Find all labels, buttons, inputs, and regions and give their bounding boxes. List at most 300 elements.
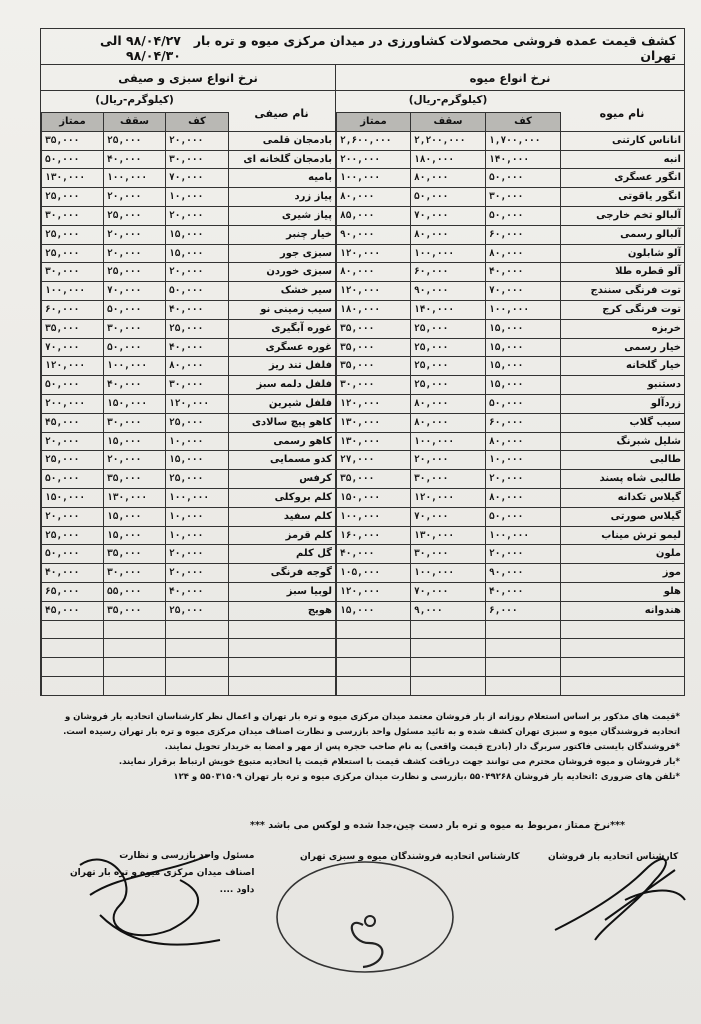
stamp-mark	[365, 916, 375, 926]
premium-price: ۳۰,۰۰۰	[42, 263, 104, 282]
note-line: *قیمت های مذکور بر اساس استعلام روزانه از بار فروشان معتمد میدان مرکزی میوه و تره بار تهران و اعمال نظر کارشناسان اتحادیه بار فروشان و	[64, 712, 680, 722]
table-row	[42, 470, 336, 489]
item-name: ملون	[561, 545, 685, 564]
premium-price: ۴۰,۰۰۰	[42, 564, 104, 583]
item-name: سبزی جور	[229, 244, 336, 263]
ceiling-price: ۷۰,۰۰۰	[411, 582, 486, 601]
empty-cell	[229, 676, 336, 695]
item-name: شلیل شبرنگ	[561, 432, 685, 451]
item-name: طالبی	[561, 451, 685, 470]
fruit-price-table	[336, 112, 685, 696]
empty-cell	[166, 658, 229, 677]
ceiling-price: ۹۰,۰۰۰	[411, 282, 486, 301]
item-name: کاهو رسمی	[229, 432, 336, 451]
floor-price: ۲۰,۰۰۰	[166, 263, 229, 282]
table-row	[42, 169, 336, 188]
table-row	[337, 432, 685, 451]
table-row	[337, 470, 685, 489]
item-name: کلم سفید	[229, 507, 336, 526]
premium-price: ۱۵,۰۰۰	[337, 601, 411, 620]
empty-row	[42, 676, 336, 695]
table-row	[42, 413, 336, 432]
table-row	[337, 582, 685, 601]
table-row	[337, 131, 685, 150]
table-row	[337, 413, 685, 432]
item-name: گیلاس صورتی	[561, 507, 685, 526]
round-stamp	[265, 855, 465, 985]
table-row	[42, 263, 336, 282]
floor-price: ۱۰,۰۰۰	[166, 507, 229, 526]
floor-price: ۶۰,۰۰۰	[486, 225, 561, 244]
veg-col-premium: ممتاز	[42, 113, 104, 132]
item-name: غوره آبگیری	[229, 319, 336, 338]
table-row	[42, 507, 336, 526]
empty-cell	[229, 658, 336, 677]
ceiling-price: ۸۰,۰۰۰	[411, 413, 486, 432]
floor-price: ۶۰,۰۰۰	[486, 413, 561, 432]
empty-cell	[229, 639, 336, 658]
ceiling-price: ۲۵,۰۰۰	[104, 206, 166, 225]
fruit-name-col-spacer	[561, 113, 685, 132]
ceiling-price: ۱۲۰,۰۰۰	[411, 488, 486, 507]
item-name: سبزی خوردن	[229, 263, 336, 282]
floor-price: ۱۵,۰۰۰	[486, 376, 561, 395]
premium-price: ۱۲۰,۰۰۰	[337, 582, 411, 601]
floor-price: ۶,۰۰۰	[486, 601, 561, 620]
veg-price-table	[41, 112, 336, 696]
item-name: پیاز زرد	[229, 188, 336, 207]
veg-name-col-spacer	[229, 113, 336, 132]
premium-price: ۲۵,۰۰۰	[42, 244, 104, 263]
empty-cell	[561, 639, 685, 658]
item-name: فلفل دلمه سبز	[229, 376, 336, 395]
floor-price: ۲۵,۰۰۰	[166, 413, 229, 432]
item-name: سیر خشک	[229, 282, 336, 301]
item-name: دستنبو	[561, 376, 685, 395]
ceiling-price: ۱۵,۰۰۰	[104, 432, 166, 451]
item-name: غوره عسگری	[229, 338, 336, 357]
premium-price: ۱۰۰,۰۰۰	[337, 507, 411, 526]
empty-row	[42, 620, 336, 639]
premium-price: ۴۰,۰۰۰	[337, 545, 411, 564]
empty-cell	[166, 676, 229, 695]
floor-price: ۴۰,۰۰۰	[486, 263, 561, 282]
table-row	[337, 451, 685, 470]
floor-price: ۲۵,۰۰۰	[166, 319, 229, 338]
veg-col-floor: کف	[166, 113, 229, 132]
floor-price: ۱۰۰,۰۰۰	[486, 526, 561, 545]
ceiling-price: ۱۰۰,۰۰۰	[411, 432, 486, 451]
premium-price: ۹۰,۰۰۰	[337, 225, 411, 244]
premium-price: ۶۵,۰۰۰	[42, 582, 104, 601]
ceiling-price: ۲۵,۰۰۰	[411, 376, 486, 395]
item-name: هویج	[229, 601, 336, 620]
premium-price: ۲۵,۰۰۰	[42, 451, 104, 470]
veg-col-ceiling: سقف	[104, 113, 166, 132]
table-row	[337, 169, 685, 188]
premium-price: ۱۳۰,۰۰۰	[42, 169, 104, 188]
floor-price: ۴۰,۰۰۰	[166, 300, 229, 319]
table-row	[337, 188, 685, 207]
floor-price: ۲۰,۰۰۰	[166, 206, 229, 225]
premium-price: ۲۰,۰۰۰	[42, 432, 104, 451]
table-row	[42, 432, 336, 451]
floor-price: ۷۰,۰۰۰	[486, 282, 561, 301]
item-name: کاهو پیچ سالادی	[229, 413, 336, 432]
empty-row	[42, 639, 336, 658]
item-name: هندوانه	[561, 601, 685, 620]
item-name: لیمو ترش میناب	[561, 526, 685, 545]
handwritten-signature-left	[60, 835, 240, 955]
item-name: گیلاس تکدانه	[561, 488, 685, 507]
floor-price: ۱,۷۰۰,۰۰۰	[486, 131, 561, 150]
item-name: کلم بروکلی	[229, 488, 336, 507]
floor-price: ۸۰,۰۰۰	[166, 357, 229, 376]
ceiling-price: ۲۰,۰۰۰	[104, 244, 166, 263]
table-row	[42, 150, 336, 169]
ceiling-price: ۳۰,۰۰۰	[104, 319, 166, 338]
table-row	[42, 526, 336, 545]
premium-price: ۲۰,۰۰۰	[42, 507, 104, 526]
table-row	[337, 150, 685, 169]
ceiling-price: ۳۰,۰۰۰	[104, 564, 166, 583]
table-row	[42, 451, 336, 470]
item-name: زردآلو	[561, 394, 685, 413]
empty-cell	[411, 658, 486, 677]
signature-label-center: کارشناس اتحادیه فروشندگان میوه و سبزی تهران	[300, 852, 520, 862]
premium-price: ۴۵,۰۰۰	[42, 601, 104, 620]
premium-price: ۳۵,۰۰۰	[337, 357, 411, 376]
item-name: آلبالو رسمی	[561, 225, 685, 244]
floor-price: ۵۰,۰۰۰	[166, 282, 229, 301]
note-line: *تلفن های ضروری :اتحادیه بار فروشان ۵۵۰۴۹۲۶۸ ،بازرسی و نظارت میدان مرکزی میوه و تره بار تهران ۵۵۰۳۱۵۰۹ و ۱۲۴	[173, 772, 680, 782]
item-name: توت فرنگی کرج	[561, 300, 685, 319]
table-row	[337, 545, 685, 564]
floor-price: ۳۰,۰۰۰	[166, 150, 229, 169]
floor-price: ۱۰,۰۰۰	[166, 432, 229, 451]
empty-cell	[104, 639, 166, 658]
notes-block	[60, 710, 680, 785]
fruit-col-floor: کف	[486, 113, 561, 132]
premium-price: ۳۰,۰۰۰	[337, 376, 411, 395]
table-row	[337, 244, 685, 263]
premium-price: ۱۳۰,۰۰۰	[337, 432, 411, 451]
item-name: لوبیا سبز	[229, 582, 336, 601]
premium-price: ۱۲۰,۰۰۰	[337, 394, 411, 413]
empty-row	[337, 639, 685, 658]
premium-price: ۲۵,۰۰۰	[42, 225, 104, 244]
ceiling-price: ۱۵,۰۰۰	[104, 526, 166, 545]
table-row	[337, 319, 685, 338]
premium-price: ۱۰۵,۰۰۰	[337, 564, 411, 583]
table-row	[337, 206, 685, 225]
floor-price: ۲۵,۰۰۰	[166, 470, 229, 489]
fruit-col-premium: ممتاز	[337, 113, 411, 132]
ceiling-price: ۱۳۰,۰۰۰	[411, 526, 486, 545]
floor-price: ۴۰,۰۰۰	[166, 338, 229, 357]
item-name: گوجه فرنگی	[229, 564, 336, 583]
floor-price: ۲۰,۰۰۰	[166, 564, 229, 583]
item-name: انبه	[561, 150, 685, 169]
premium-price: ۵۰,۰۰۰	[42, 470, 104, 489]
table-row	[337, 507, 685, 526]
floor-price: ۵۰,۰۰۰	[486, 169, 561, 188]
item-name: موز	[561, 564, 685, 583]
empty-row	[42, 658, 336, 677]
table-row	[337, 394, 685, 413]
table-row	[42, 206, 336, 225]
veg-name-header: نام صیفی	[254, 107, 309, 120]
document-title: کشف قیمت عمده فروشی محصولات کشاورزی در میدان مرکزی میوه و تره بار تهران	[193, 33, 676, 63]
ceiling-price: ۷۰,۰۰۰	[411, 507, 486, 526]
premium-price: ۸۰,۰۰۰	[337, 188, 411, 207]
ceiling-price: ۱۴۰,۰۰۰	[411, 300, 486, 319]
ceiling-price: ۸۰,۰۰۰	[411, 169, 486, 188]
empty-cell	[229, 620, 336, 639]
floor-price: ۸۰,۰۰۰	[486, 432, 561, 451]
item-name: خیار رسمی	[561, 338, 685, 357]
signature-stroke	[80, 855, 220, 945]
empty-cell	[104, 658, 166, 677]
premium-price: ۱۶۰,۰۰۰	[337, 526, 411, 545]
ceiling-price: ۵۰,۰۰۰	[104, 300, 166, 319]
ceiling-price: ۸۰,۰۰۰	[411, 225, 486, 244]
empty-cell	[42, 658, 104, 677]
floor-price: ۳۰,۰۰۰	[486, 188, 561, 207]
signature-stroke	[555, 859, 685, 940]
empty-row	[337, 658, 685, 677]
fruit-name-header: نام میوه	[599, 107, 645, 120]
floor-price: ۱۵,۰۰۰	[166, 451, 229, 470]
premium-price: ۲,۶۰۰,۰۰۰	[337, 131, 411, 150]
item-name: انگور یاقوتی	[561, 188, 685, 207]
ceiling-price: ۳۵,۰۰۰	[104, 545, 166, 564]
item-name: خربزه	[561, 319, 685, 338]
empty-row	[337, 620, 685, 639]
floor-price: ۱۲۰,۰۰۰	[166, 394, 229, 413]
empty-cell	[337, 676, 411, 695]
premium-price: ۱۲۰,۰۰۰	[337, 244, 411, 263]
premium-price: ۴۵,۰۰۰	[42, 413, 104, 432]
table-row	[337, 526, 685, 545]
fruit-unit-label: (کیلوگرم-ریال)	[408, 94, 488, 106]
veg-unit-label: (کیلوگرم-ریال)	[95, 94, 174, 106]
ceiling-price: ۲۵,۰۰۰	[411, 357, 486, 376]
premium-price: ۲۵,۰۰۰	[42, 526, 104, 545]
table-row	[42, 564, 336, 583]
item-name: کلم قرمز	[229, 526, 336, 545]
table-row	[42, 319, 336, 338]
note-line: *فروشندگان بایستی فاکتور سربرگ دار (بادرج قیمت واقعی) به نام صاحب حجره پس از مهر و امضا به خریدار تحویل نمایند.	[164, 742, 680, 752]
stamp-outline	[277, 862, 453, 972]
table-row	[337, 225, 685, 244]
floor-price: ۴۰,۰۰۰	[166, 582, 229, 601]
ceiling-price: ۵۰,۰۰۰	[411, 188, 486, 207]
item-name: توت فرنگی سنندج	[561, 282, 685, 301]
floor-price: ۱۰,۰۰۰	[166, 188, 229, 207]
table-row	[42, 188, 336, 207]
floor-price: ۴۰,۰۰۰	[486, 582, 561, 601]
signature-left-line: داود ....	[219, 885, 255, 895]
premium-price: ۳۵,۰۰۰	[42, 131, 104, 150]
empty-cell	[104, 620, 166, 639]
table-row	[42, 376, 336, 395]
item-name: خیار گلخانه	[561, 357, 685, 376]
ceiling-price: ۸۰,۰۰۰	[411, 394, 486, 413]
ceiling-price: ۲,۲۰۰,۰۰۰	[411, 131, 486, 150]
premium-price: ۲۵,۰۰۰	[42, 188, 104, 207]
table-row	[337, 601, 685, 620]
floor-price: ۲۰,۰۰۰	[166, 131, 229, 150]
floor-price: ۵۰,۰۰۰	[486, 394, 561, 413]
premium-price: ۳۵,۰۰۰	[337, 338, 411, 357]
premium-price: ۵۰,۰۰۰	[42, 150, 104, 169]
signature-label-right: کارشناس اتحادیه بار فروشان	[548, 852, 679, 862]
item-name: کرفس	[229, 470, 336, 489]
ceiling-price: ۱۰۰,۰۰۰	[104, 169, 166, 188]
ceiling-price: ۴۰,۰۰۰	[104, 376, 166, 395]
floor-price: ۱۰,۰۰۰	[486, 451, 561, 470]
ceiling-price: ۲۵,۰۰۰	[104, 263, 166, 282]
empty-row	[337, 676, 685, 695]
premium-price: ۷۰,۰۰۰	[42, 338, 104, 357]
ceiling-price: ۹,۰۰۰	[411, 601, 486, 620]
floor-price: ۱۵,۰۰۰	[486, 338, 561, 357]
premium-price: ۱۲۰,۰۰۰	[337, 282, 411, 301]
handwritten-signature-right	[535, 830, 695, 950]
floor-price: ۸۰,۰۰۰	[486, 244, 561, 263]
item-name: بادمجان قلمی	[229, 131, 336, 150]
note-line: اتحادیه فروشندگان میوه و سبزی تهران کشف شده و به تائید مسئول واحد بازرسی و نظارت اصناف میدان مرکزی میوه و تره بار تهران رسیده است.	[63, 727, 680, 737]
ceiling-price: ۷۰,۰۰۰	[104, 282, 166, 301]
item-name: بامیه	[229, 169, 336, 188]
ceiling-price: ۵۰,۰۰۰	[104, 338, 166, 357]
floor-price: ۱۵,۰۰۰	[486, 357, 561, 376]
item-name: خیار چنبر	[229, 225, 336, 244]
ceiling-price: ۳۵,۰۰۰	[104, 601, 166, 620]
premium-price: ۵۰,۰۰۰	[42, 376, 104, 395]
premium-price: ۱۲۰,۰۰۰	[42, 357, 104, 376]
empty-cell	[486, 658, 561, 677]
empty-cell	[561, 676, 685, 695]
ceiling-price: ۲۰,۰۰۰	[104, 451, 166, 470]
floor-price: ۸۰,۰۰۰	[486, 488, 561, 507]
floor-price: ۲۰,۰۰۰	[166, 545, 229, 564]
floor-price: ۱۰۰,۰۰۰	[166, 488, 229, 507]
item-name: سیب زمینی نو	[229, 300, 336, 319]
table-row	[42, 131, 336, 150]
date-range: ۹۸/۰۴/۲۷ الی ۹۸/۰۴/۳۰	[100, 33, 181, 63]
floor-price: ۱۵,۰۰۰	[166, 244, 229, 263]
empty-cell	[42, 639, 104, 658]
empty-cell	[411, 639, 486, 658]
ceiling-price: ۳۰,۰۰۰	[411, 545, 486, 564]
ceiling-price: ۳۰,۰۰۰	[104, 413, 166, 432]
item-name: فلفل شیرین	[229, 394, 336, 413]
empty-cell	[486, 676, 561, 695]
empty-cell	[337, 620, 411, 639]
ceiling-price: ۲۵,۰۰۰	[411, 319, 486, 338]
floor-price: ۲۰,۰۰۰	[486, 545, 561, 564]
table-row	[337, 338, 685, 357]
table-row	[337, 488, 685, 507]
item-name: سیب گلاب	[561, 413, 685, 432]
floor-price: ۱۵,۰۰۰	[486, 319, 561, 338]
table-row	[42, 488, 336, 507]
table-row	[42, 244, 336, 263]
table-row	[337, 282, 685, 301]
table-row	[337, 300, 685, 319]
floor-price: ۳۰,۰۰۰	[166, 376, 229, 395]
premium-price: ۸۰,۰۰۰	[337, 263, 411, 282]
ceiling-price: ۲۰,۰۰۰	[104, 188, 166, 207]
item-name: پیاز شیری	[229, 206, 336, 225]
premium-price: ۵۰,۰۰۰	[42, 545, 104, 564]
ceiling-price: ۳۵,۰۰۰	[104, 470, 166, 489]
table-row	[42, 282, 336, 301]
table-row	[42, 394, 336, 413]
table-row	[42, 357, 336, 376]
ceiling-price: ۶۰,۰۰۰	[411, 263, 486, 282]
floor-price: ۷۰,۰۰۰	[166, 169, 229, 188]
ceiling-price: ۲۰,۰۰۰	[104, 225, 166, 244]
ceiling-price: ۲۵,۰۰۰	[104, 131, 166, 150]
empty-cell	[486, 620, 561, 639]
table-row	[42, 545, 336, 564]
empty-cell	[561, 620, 685, 639]
fruit-section-heading: نرخ انواع میوه	[469, 71, 551, 85]
item-name: طالبی شاه پسند	[561, 470, 685, 489]
floor-price: ۵۰,۰۰۰	[486, 507, 561, 526]
ceiling-price: ۴۰,۰۰۰	[104, 150, 166, 169]
ceiling-price: ۲۰,۰۰۰	[411, 451, 486, 470]
item-name: کدو مسمایی	[229, 451, 336, 470]
ceiling-price: ۱۵۰,۰۰۰	[104, 394, 166, 413]
empty-cell	[42, 676, 104, 695]
premium-price: ۳۵,۰۰۰	[337, 319, 411, 338]
table-row	[42, 225, 336, 244]
fruit-col-ceiling: سقف	[411, 113, 486, 132]
signature-left-line: اصناف میدان مرکزی میوه و تره بار تهران	[70, 868, 255, 878]
item-name: آلبالو تخم خارجی	[561, 206, 685, 225]
table-row	[337, 357, 685, 376]
item-name: آلو شابلون	[561, 244, 685, 263]
ceiling-price: ۳۰,۰۰۰	[411, 470, 486, 489]
premium-price: ۱۰۰,۰۰۰	[337, 169, 411, 188]
item-name: هلو	[561, 582, 685, 601]
premium-price: ۲۷,۰۰۰	[337, 451, 411, 470]
floor-price: ۲۵,۰۰۰	[166, 601, 229, 620]
floor-price: ۱۰۰,۰۰۰	[486, 300, 561, 319]
ceiling-price: ۷۰,۰۰۰	[411, 206, 486, 225]
ceiling-price: ۱۰۰,۰۰۰	[411, 244, 486, 263]
table-row	[42, 582, 336, 601]
floor-price: ۱۰,۰۰۰	[166, 526, 229, 545]
premium-price: ۱۵۰,۰۰۰	[42, 488, 104, 507]
item-name: بادمجان گلخانه ای	[229, 150, 336, 169]
ceiling-price: ۵۵,۰۰۰	[104, 582, 166, 601]
table-row	[42, 338, 336, 357]
signature-left-line: مسئول واحد بازرسی و نظارت	[119, 851, 255, 861]
item-name: انگور عسگری	[561, 169, 685, 188]
empty-cell	[337, 639, 411, 658]
premium-price: ۳۵,۰۰۰	[337, 470, 411, 489]
floor-price: ۱۴۰,۰۰۰	[486, 150, 561, 169]
ceiling-price: ۱۸۰,۰۰۰	[411, 150, 486, 169]
title-divider	[40, 64, 685, 65]
document-title-row	[48, 33, 676, 63]
empty-cell	[337, 658, 411, 677]
